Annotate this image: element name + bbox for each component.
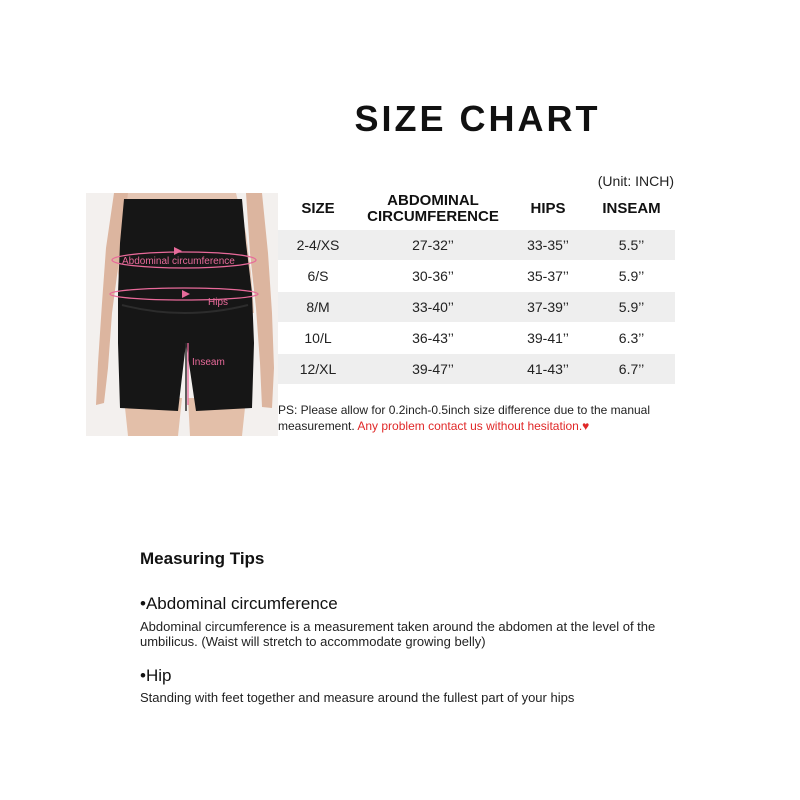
table-row: [278, 323, 675, 354]
tip-hip-text: Standing with feet together and measure around the fullest part of your hips: [140, 690, 575, 705]
cell-inseam: 5.5’’: [588, 230, 675, 261]
cell-abdominal: 36-43’’: [358, 323, 508, 354]
cell-inseam: 5.9’’: [588, 261, 675, 292]
cell-abdominal: 39-47’’: [358, 354, 508, 385]
cell-size: 12/XL: [278, 354, 358, 385]
tip-hip-title: •Hip: [140, 666, 172, 685]
cell-hips: 41-43’’: [508, 354, 588, 385]
cell-abdominal: 27-32’’: [358, 230, 508, 261]
cell-inseam: 6.7’’: [588, 354, 675, 385]
cell-inseam: 6.3’’: [588, 323, 675, 354]
table-row: [278, 261, 675, 292]
note-text: PS: Please allow for 0.2inch-0.5inch size difference due to the manual measurement.: [278, 403, 650, 433]
size-note: [278, 402, 698, 434]
inseam-figure-label: Inseam: [192, 357, 225, 368]
contact-note: Any problem contact us without hesitation.: [357, 419, 583, 433]
header-inseam: INSEAM: [602, 200, 661, 217]
table-row: [278, 230, 675, 261]
header-size: SIZE: [301, 200, 335, 217]
cell-abdominal: 30-36’’: [358, 261, 508, 292]
tip-abdominal-text: Abdominal circumference is a measurement taken around the abdomen at the level of the umbilicus. (Waist will stretch to accommodate growing belly): [140, 619, 656, 649]
size-chart-title: SIZE CHART: [354, 98, 601, 139]
hips-figure-label: Hips: [208, 297, 229, 308]
measuring-tips-heading: Measuring Tips: [140, 549, 265, 568]
cell-hips: 39-41’’: [508, 323, 588, 354]
cell-hips: 35-37’’: [508, 261, 588, 292]
cell-hips: 33-35’’: [508, 230, 588, 261]
cell-size: 10/L: [278, 323, 358, 354]
unit-label: (Unit: INCH): [597, 173, 674, 189]
heart-icon: ♥: [582, 419, 590, 433]
table-header-row: [278, 188, 675, 230]
tip-abdominal-title: •Abdominal circumference: [140, 594, 338, 613]
header-abdominal: [358, 188, 508, 230]
size-table: [278, 188, 675, 384]
shorts-model-figure: [86, 193, 278, 436]
cell-size: 6/S: [278, 261, 358, 292]
cell-size: 2-4/XS: [278, 230, 358, 261]
table-row: [278, 292, 675, 323]
cell-inseam: 5.9’’: [588, 292, 675, 323]
abdominal-figure-label: Abdominal circumference: [122, 256, 235, 267]
header-abdominal-line1: ABDOMINAL: [387, 192, 479, 209]
cell-size: 8/M: [278, 292, 358, 323]
table-row: [278, 354, 675, 385]
header-hips: HIPS: [530, 200, 566, 217]
header-abdominal-line2: CIRCUMFERENCE: [367, 208, 499, 225]
cell-abdominal: 33-40’’: [358, 292, 508, 323]
cell-hips: 37-39’’: [508, 292, 588, 323]
